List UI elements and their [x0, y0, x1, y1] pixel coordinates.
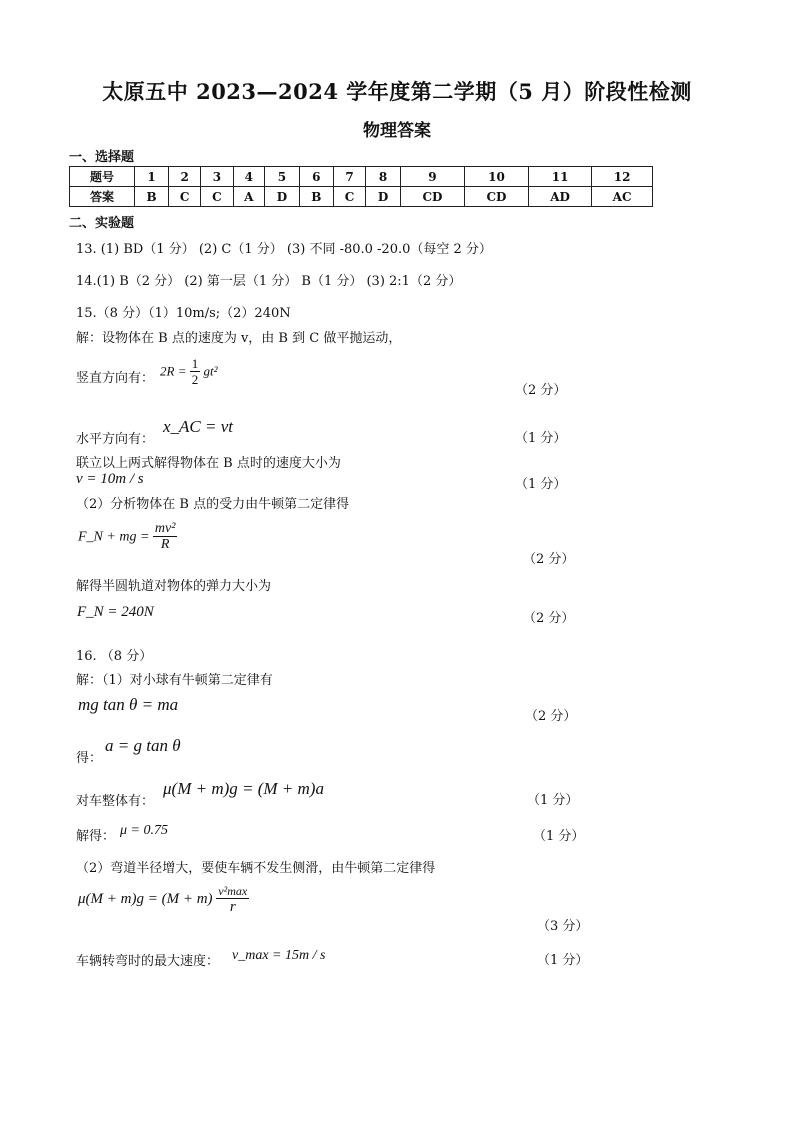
q15-heading: 15.（8 分）（1）10m/s;（2）240N — [76, 306, 291, 321]
q15-vertical-label: 竖直方向有： — [76, 371, 155, 386]
table-cell: C — [333, 187, 365, 207]
table-cell: 12 — [592, 167, 653, 187]
q16-equation-1: mg tan θ = ma — [78, 695, 179, 714]
points-label: （2 分） — [515, 383, 567, 398]
points-label: （2 分） — [523, 611, 575, 626]
q16-equation-2: a = g tan θ — [105, 736, 181, 755]
q16-solve-label: 解得： — [76, 829, 116, 844]
table-header-label: 题号 — [70, 167, 135, 187]
q16-equation-3: μ(M + m)g = (M + m)a — [163, 779, 324, 798]
table-cell: AC — [592, 187, 653, 207]
table-cell: 9 — [400, 167, 464, 187]
table-cell: CD — [464, 187, 528, 207]
q15-part2-text: （2）分析物体在 B 点的受力由牛顿第二定律得 — [76, 497, 350, 512]
points-label: （2 分） — [525, 709, 577, 724]
q15-combine-text: 联立以上两式解得物体在 B 点时的速度大小为 — [76, 456, 341, 471]
q16-solution-intro: 解：（1）对小球有牛顿第二定律有 — [76, 673, 273, 688]
eq-left: 2R = — [160, 363, 187, 379]
q15-horizontal-label: 水平方向有： — [76, 432, 155, 447]
section-choice-heading: 一、选择题 — [69, 150, 135, 165]
q16-whole-label: 对车整体有： — [76, 794, 155, 809]
page-subtitle: 物理答案 — [363, 121, 431, 141]
q15-normal-force-result: F_N = 240N — [77, 604, 154, 620]
table-cell: C — [201, 187, 233, 207]
table-cell: 4 — [233, 167, 264, 187]
q16-equation-4: μ(M + m)g = (M + m) $\frac{\text{v²max}}{r}$ — [78, 884, 248, 915]
q15-solve-text: 解得半圆轨道对物体的弹力大小为 — [76, 579, 272, 594]
answer-q13: 13. (1) BD（1 分） (2) C（1 分） (3) 不同 -80.0 -20.0（每空 2 分） — [76, 242, 492, 257]
table-cell: 3 — [201, 167, 233, 187]
points-label: （1 分） — [515, 477, 567, 492]
table-cell: 2 — [169, 167, 201, 187]
table-cell: 7 — [333, 167, 365, 187]
q16-vmax-label: 车辆转弯时的最大速度： — [76, 954, 220, 969]
q15-solution-intro: 解：设物体在 B 点的速度为 v，由 B 到 C 做平抛运动， — [76, 331, 402, 346]
table-cell: AD — [528, 187, 591, 207]
q16-vmax-result: v_max = 15m / s — [232, 948, 326, 963]
table-cell: CD — [400, 187, 464, 207]
table-cell: C — [169, 187, 201, 207]
table-cell: B — [299, 187, 333, 207]
q15-horizontal-equation: x_AC = vt — [163, 417, 234, 436]
q16-mu-result: μ = 0.75 — [120, 823, 168, 838]
q16-get-label: 得： — [76, 751, 103, 766]
table-cell: 5 — [265, 167, 300, 187]
table-cell: A — [233, 187, 264, 207]
q15-velocity-result: v = 10m / s — [76, 471, 144, 487]
table-cell: 1 — [135, 167, 169, 187]
fraction: $\frac{\text{mv²}}{R}$ — [154, 521, 176, 552]
table-cell: 6 — [299, 167, 333, 187]
table-cell: 11 — [528, 167, 591, 187]
q15-vertical-equation — [160, 357, 217, 388]
table-cell: D — [265, 187, 300, 207]
q16-part2-text: （2）弯道半径增大，要使车辆不发生侧滑，由牛顿第二定律得 — [76, 861, 436, 876]
q15-newton-equation: F_N + mg = $\frac{\text{mv²}}{R}$ — [78, 521, 176, 552]
eq-right: gt² — [203, 363, 218, 379]
table-cell: B — [135, 187, 169, 207]
table-cell: 10 — [464, 167, 528, 187]
points-label: （1 分） — [533, 829, 585, 844]
points-label: （3 分） — [537, 919, 589, 934]
table-cell: 8 — [366, 167, 401, 187]
fraction: $\frac{\text{v²max}}{r}$ — [218, 884, 248, 915]
points-label: （1 分） — [527, 793, 579, 808]
fraction: $\frac{1}{2}$ — [191, 356, 199, 387]
q16-heading: 16. （8 分） — [76, 649, 153, 664]
points-label: （1 分） — [515, 431, 567, 446]
section-experiment-heading: 二、实验题 — [69, 216, 135, 231]
table-cell: D — [366, 187, 401, 207]
answer-table — [69, 166, 653, 207]
table-answer-label: 答案 — [70, 187, 135, 207]
answer-q14: 14.(1) B（2 分） (2) 第一层（1 分） B（1 分） (3) 2:1（2 分） — [76, 274, 462, 289]
points-label: （1 分） — [537, 953, 589, 968]
table-row-numbers — [70, 167, 653, 187]
points-label: （2 分） — [523, 552, 575, 567]
page-title: 太原五中 2023—2024 学年度第二学期（5 月）阶段性检测 — [102, 79, 692, 104]
table-row-answers — [70, 187, 653, 207]
